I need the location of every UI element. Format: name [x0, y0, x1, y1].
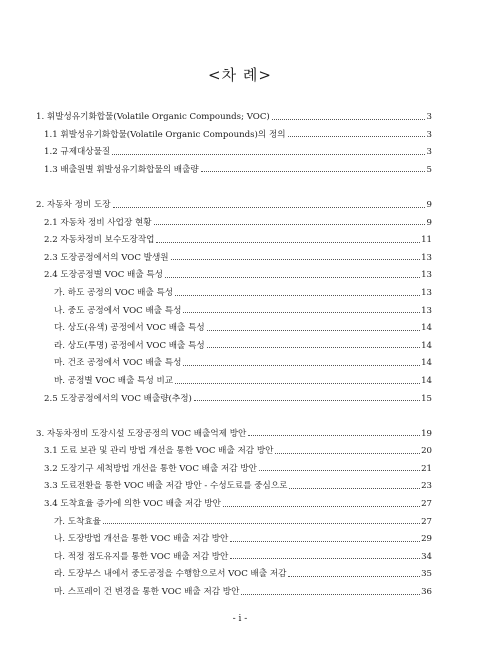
page-number-footer: - i - — [232, 614, 248, 624]
toc-entry[interactable] — [36, 386, 432, 404]
toc-entry[interactable] — [36, 421, 432, 439]
toc-entry-label: 나. 중도 공정에서 VOC 배출 특성 — [54, 305, 182, 316]
toc-entry-label: 다. 적정 점도유지를 통한 VOC 배출 저감 방안 — [54, 551, 229, 562]
dot-leader — [289, 488, 420, 489]
toc-entry-label: 마. 스프레이 건 변경을 통한 VOC 배출 저감 방안 — [54, 587, 240, 598]
toc-entry-label: 3.1 도료 보관 및 관리 방법 개선을 통한 VOC 배출 저감 방안 — [44, 446, 274, 457]
page-title: <차 례> — [208, 66, 272, 84]
toc-entry-label: 바. 공정별 VOC 배출 특성 비교 — [54, 375, 174, 386]
toc-entry-label: 1.2 규제대상물질 — [44, 147, 111, 158]
dot-leader — [288, 136, 425, 137]
toc-entry[interactable] — [36, 473, 432, 491]
toc-entry-page: 13 — [421, 287, 432, 298]
dot-leader — [165, 277, 420, 278]
toc-entry-label: 다. 상도(유색) 공정에서 VOC 배출 특성 — [54, 323, 205, 334]
toc-entry-label: 가. 도착효율 — [54, 516, 101, 527]
table-of-contents — [36, 104, 432, 597]
toc-entry-page: 5 — [426, 164, 432, 175]
toc-entry[interactable] — [36, 192, 432, 210]
toc-entry-page: 34 — [421, 551, 432, 562]
dot-leader — [223, 506, 420, 507]
toc-entry-page: 29 — [421, 534, 432, 545]
toc-entry-page: 36 — [421, 587, 432, 598]
dot-leader — [154, 224, 425, 225]
toc-entry[interactable] — [36, 509, 432, 527]
toc-entry-page: 14 — [421, 340, 432, 351]
toc-entry-label: 라. 도장부스 내에서 중도공정을 수행함으로서 VOC 배출 저감 — [54, 569, 287, 580]
dot-leader — [230, 558, 420, 559]
toc-entry-page: 15 — [421, 393, 432, 404]
dot-leader — [207, 330, 420, 331]
toc-entry[interactable] — [36, 350, 432, 368]
toc-entry-page: 3 — [426, 147, 432, 158]
dot-leader — [272, 119, 425, 120]
toc-entry-label: 3.2 도장기구 세척방법 개선을 통한 VOC 배출 저감 방안 — [44, 463, 257, 474]
toc-entry[interactable] — [36, 157, 432, 175]
toc-entry-page: 13 — [421, 252, 432, 263]
toc-entry-label: 1. 휘발성유기화합물(Volatile Organic Compounds; VOC) — [36, 112, 270, 122]
toc-entry-label: 가. 하도 공정의 VOC 배출 특성 — [54, 287, 174, 298]
toc-entry[interactable] — [36, 210, 432, 228]
toc-entry-label: 3.4 도착효율 증가에 의한 VOC 배출 저감 방안 — [44, 499, 221, 510]
toc-entry[interactable] — [36, 245, 432, 263]
dot-leader — [183, 365, 420, 366]
toc-entry-page: 9 — [426, 217, 432, 228]
toc-entry-page: 19 — [421, 428, 432, 439]
toc-entry-label: 3.3 도료전환을 통한 VOC 배출 저감 방안 - 수성도료를 중심으로 — [44, 481, 288, 492]
toc-entry[interactable] — [36, 561, 432, 579]
toc-entry-page: 3 — [426, 112, 432, 122]
toc-entry-label: 2.3 도장공정에서의 VOC 발생원 — [44, 252, 169, 263]
toc-entry-label: 라. 상도(투명) 공정에서 VOC 배출 특성 — [54, 340, 205, 351]
toc-entry[interactable] — [36, 526, 432, 544]
dot-leader — [175, 383, 420, 384]
toc-entry[interactable] — [36, 544, 432, 562]
dot-leader — [175, 295, 420, 296]
toc-entry-page: 14 — [421, 323, 432, 334]
toc-entry-label: 3. 자동차정비 도장시설 도장공정의 VOC 배출억제 방안 — [36, 428, 247, 439]
toc-entry[interactable] — [36, 227, 432, 245]
toc-entry-label: 2.2 자동차정비 보수도장작업 — [44, 235, 155, 246]
toc-entry-page: 14 — [421, 358, 432, 369]
toc-entry[interactable] — [36, 368, 432, 386]
toc-entry[interactable] — [36, 456, 432, 474]
toc-entry[interactable] — [36, 280, 432, 298]
toc-entry-page: 27 — [421, 516, 432, 527]
toc-entry[interactable] — [36, 104, 432, 122]
dot-leader — [171, 259, 421, 260]
toc-entry-page: 9 — [426, 199, 432, 210]
dot-leader — [183, 312, 420, 313]
toc-entry[interactable] — [36, 262, 432, 280]
toc-entry[interactable] — [36, 139, 432, 157]
toc-entry[interactable] — [36, 315, 432, 333]
toc-entry-label: 나. 도장방법 개선을 통한 VOC 배출 저감 방안 — [54, 534, 229, 545]
toc-entry-label: 2.5 도장공정에서의 VOC 배출량(추정) — [44, 393, 192, 404]
dot-leader — [248, 435, 420, 436]
toc-entry[interactable] — [36, 298, 432, 316]
toc-entry-page: 23 — [421, 481, 432, 492]
toc-entry-page: 27 — [421, 499, 432, 510]
toc-entry-label: 2.1 자동차 정비 사업장 현황 — [44, 217, 152, 228]
dot-leader — [288, 576, 420, 577]
dot-leader — [201, 171, 425, 172]
toc-entry-page: 3 — [426, 129, 432, 140]
toc-entry-label: 1.3 배출원별 휘발성유기화합물의 배출량 — [44, 164, 199, 175]
dot-leader — [194, 400, 420, 401]
dot-leader — [103, 523, 420, 524]
dot-leader — [156, 242, 420, 243]
dot-leader — [207, 347, 420, 348]
toc-entry-label: 마. 건조 공정에서 VOC 배출 특성 — [54, 358, 182, 369]
dot-leader — [275, 453, 420, 454]
toc-entry-page: 13 — [421, 270, 432, 281]
dot-leader — [113, 207, 425, 208]
toc-entry-page: 35 — [421, 569, 432, 580]
section-gap — [36, 403, 432, 421]
toc-entry-page: 20 — [421, 446, 432, 457]
toc-entry-label: 1.1 휘발성유기화합물(Volatile Organic Compounds)의 정의 — [44, 129, 286, 140]
toc-entry[interactable] — [36, 579, 432, 597]
toc-entry[interactable] — [36, 491, 432, 509]
dot-leader — [112, 154, 425, 155]
toc-entry[interactable] — [36, 122, 432, 140]
dot-leader — [259, 470, 420, 471]
toc-entry[interactable] — [36, 333, 432, 351]
toc-entry-label: 2. 자동차 정비 도장 — [36, 199, 111, 210]
section-gap — [36, 174, 432, 192]
toc-entry-label: 2.4 도장공정별 VOC 배출 특성 — [44, 270, 163, 281]
toc-entry-page: 13 — [421, 305, 432, 316]
toc-entry-page: 21 — [421, 463, 432, 474]
dot-leader — [241, 594, 420, 595]
toc-entry[interactable] — [36, 438, 432, 456]
toc-entry-page: 14 — [421, 375, 432, 386]
toc-entry-page: 11 — [421, 235, 432, 246]
dot-leader — [230, 541, 420, 542]
